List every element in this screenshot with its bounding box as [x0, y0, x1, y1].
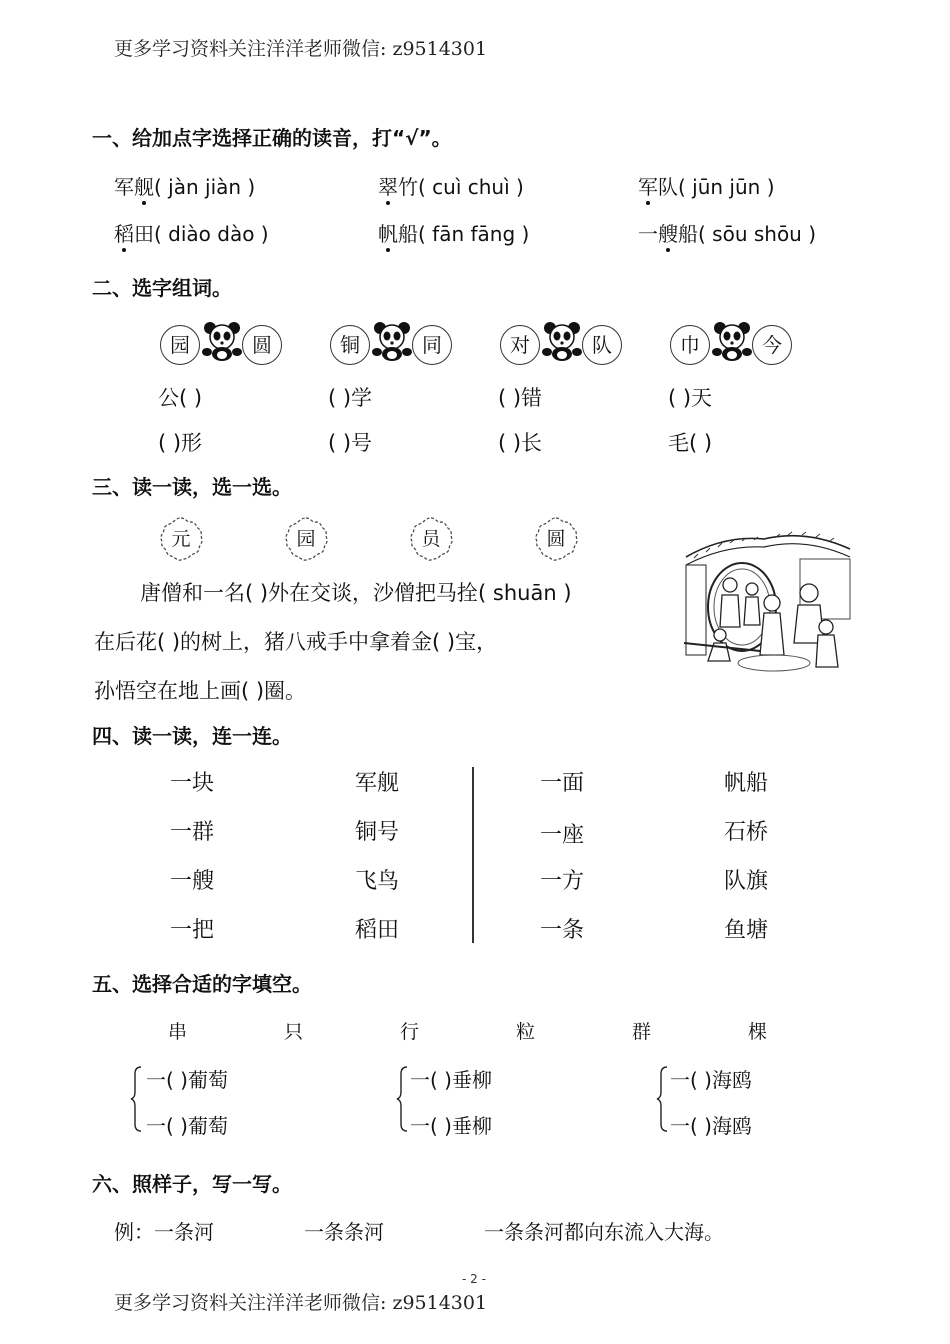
example-label: 例：一条河 [114, 1220, 214, 1244]
char-pair-2 [330, 320, 454, 370]
fill-blank[interactable]: 毛( ) [668, 431, 713, 455]
story-line-2: 在后花( )的树上，猪八戒手中拿着金( )宝， [94, 630, 498, 654]
story-line-3: 孙悟空在地上画( )圈。 [94, 679, 307, 703]
word: 帆船 [378, 222, 418, 246]
fill-blank[interactable]: 一( )海鸥 [670, 1114, 752, 1138]
page-header: 更多学习资料关注洋洋老师微信: z9514301 [114, 38, 488, 60]
pinyin-choices: ( diào dào ) [154, 222, 269, 246]
option-flower [408, 516, 454, 562]
option-char: 园 [296, 528, 316, 550]
pinyin-choices: ( jūn jūn ) [678, 175, 775, 199]
q1-item-1 [114, 171, 255, 200]
panda-icon [710, 320, 754, 362]
option-char: 群 [632, 1021, 652, 1043]
char-circle-left: 铜 [330, 325, 370, 365]
fill-blank[interactable]: 公( ) [158, 386, 203, 410]
option-char: 串 [168, 1021, 188, 1043]
option-char: 粒 [516, 1021, 536, 1043]
char-pair-4 [670, 320, 794, 370]
panda-icon [370, 320, 414, 362]
fill-blank[interactable]: ( )错 [498, 386, 543, 410]
option-char: 行 [400, 1021, 420, 1043]
char-circle-left: 对 [500, 325, 540, 365]
fill-blank[interactable]: ( )天 [668, 386, 713, 410]
fill-blank[interactable]: 一( )垂柳 [410, 1114, 492, 1138]
word: 一艘船 [638, 222, 698, 246]
q1-item-2 [378, 171, 524, 200]
section-3-title: 三、读一读，选一选。 [92, 475, 292, 499]
example-phrase: 一条条河 [304, 1220, 384, 1244]
char-circle-left: 园 [160, 325, 200, 365]
word: 军队 [638, 175, 678, 199]
measure-word[interactable]: 一面 [540, 771, 585, 796]
noun-word[interactable]: 石桥 [724, 820, 769, 845]
journey-west-illustration [684, 525, 852, 675]
char-circle-right: 队 [582, 325, 622, 365]
fill-blank[interactable]: 一( )垂柳 [410, 1068, 492, 1092]
char-circle-right: 同 [412, 325, 452, 365]
brace-icon [130, 1066, 142, 1132]
noun-word[interactable]: 鱼塘 [724, 918, 769, 943]
char-circle-left: 巾 [670, 325, 710, 365]
noun-word[interactable]: 铜号 [355, 820, 400, 845]
fill-blank[interactable]: 一( )海鸥 [670, 1068, 752, 1092]
measure-word[interactable]: 一群 [170, 820, 215, 845]
page-footer: 更多学习资料关注洋洋老师微信: z9514301 [114, 1292, 488, 1314]
option-flower [158, 516, 204, 562]
fill-blank[interactable]: 一( )葡萄 [146, 1068, 228, 1092]
section-5-title: 五、选择合适的字填空。 [92, 972, 312, 996]
section-6-title: 六、照样子，写一写。 [92, 1172, 292, 1196]
option-char: 棵 [748, 1021, 768, 1043]
brace-icon [656, 1066, 668, 1132]
noun-word[interactable]: 飞鸟 [355, 869, 400, 894]
fill-blank[interactable]: ( )形 [158, 431, 203, 455]
section-1-title: 一、给加点字选择正确的读音，打“√”。 [92, 126, 452, 150]
char-circle-right: 今 [752, 325, 792, 365]
noun-word[interactable]: 队旗 [724, 869, 769, 894]
char-pair-1 [160, 320, 284, 370]
noun-word[interactable]: 稻田 [355, 918, 400, 943]
pinyin-choices: ( sōu shōu ) [698, 222, 817, 246]
char-circle-right: 圆 [242, 325, 282, 365]
measure-word[interactable]: 一块 [170, 771, 215, 796]
panda-icon [200, 320, 244, 362]
option-char: 元 [171, 528, 191, 550]
noun-word[interactable]: 帆船 [724, 771, 769, 796]
pinyin-choices: ( cuì chuì ) [418, 175, 524, 199]
word: 翠竹 [378, 175, 418, 199]
q1-item-5 [378, 218, 529, 247]
word: 军舰 [114, 175, 154, 199]
noun-word[interactable]: 军舰 [355, 771, 400, 796]
word: 稻田 [114, 222, 154, 246]
measure-word[interactable]: 一方 [540, 869, 585, 894]
option-flower [533, 516, 579, 562]
story-line-1: 唐僧和一名( )外在交谈，沙僧把马拴( shuān ) [140, 581, 572, 605]
measure-word[interactable]: 一条 [540, 918, 585, 943]
q1-item-3 [638, 171, 775, 200]
q1-item-6 [638, 218, 816, 247]
option-char: 员 [421, 528, 441, 550]
measure-word[interactable]: 一艘 [170, 869, 215, 894]
char-pair-3 [500, 320, 624, 370]
pinyin-choices: ( fān fāng ) [418, 222, 530, 246]
pinyin-choices: ( jàn jiàn ) [154, 175, 256, 199]
brace-icon [396, 1066, 408, 1132]
section-2-title: 二、选字组词。 [92, 276, 232, 300]
fill-blank[interactable]: 一( )葡萄 [146, 1114, 228, 1138]
option-char: 只 [284, 1021, 304, 1043]
page-number: - 2 - [462, 1272, 486, 1286]
measure-word[interactable]: 一座 [540, 823, 585, 848]
q1-item-4 [114, 218, 269, 247]
fill-blank[interactable]: ( )号 [328, 431, 373, 455]
fill-blank[interactable]: ( )学 [328, 386, 373, 410]
panda-icon [540, 320, 584, 362]
measure-word[interactable]: 一把 [170, 918, 215, 943]
section-4-title: 四、读一读，连一连。 [92, 724, 292, 748]
column-divider [472, 767, 474, 943]
option-char: 圆 [546, 528, 566, 550]
example-sentence: 一条条河都向东流入大海。 [484, 1220, 724, 1244]
option-flower [283, 516, 329, 562]
fill-blank[interactable]: ( )长 [498, 431, 543, 455]
